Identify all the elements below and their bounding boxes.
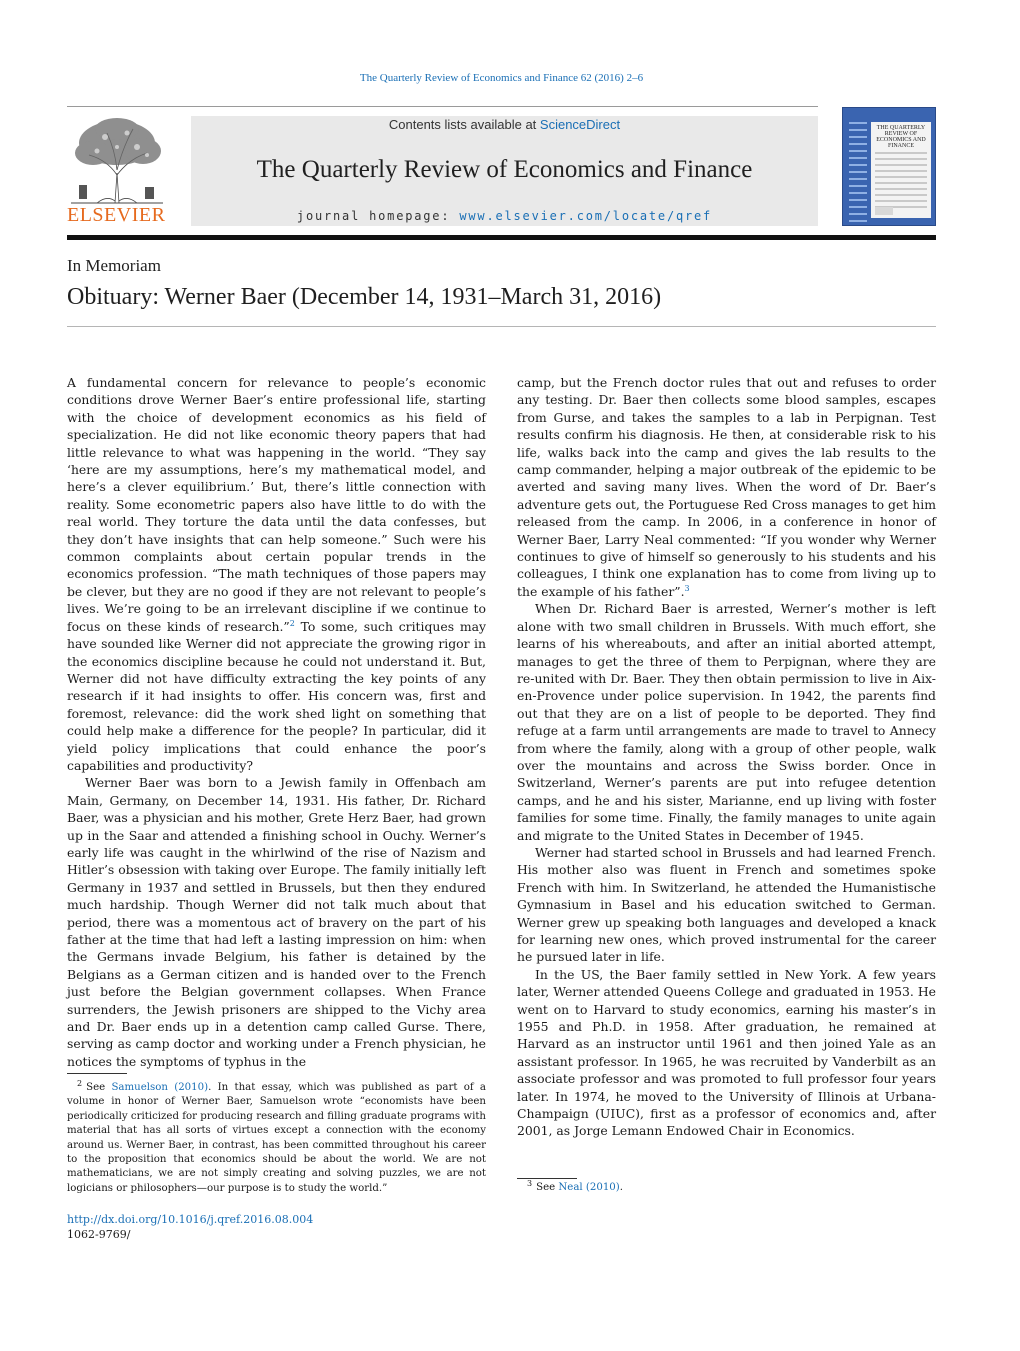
footnote-number: 2 (77, 1078, 83, 1088)
paragraph-text: A fundamental concern for relevance to people’s economic conditions drove Werner Baer’s entire professional life, starting with the choice of development economics as his field of specialization. He did not like economic theory papers that had little relevance to what was happening in the world. “They say ‘here are my assumptions, here’s my mathematical model, and here’s a clever equilibrium.’ But, there’s little connection with reality. Some econometric papers also have little to do with the real world. They torture the data until the data confesses, but they don’t have insights that can help someone.” Such were his common complaints about certain popular trends in the economics profession. “The math techniques of those papers may be clever, but they are no good if they are not relevant to people’s lives. We’re going to be an irrelevant discipline if we continue to focus on these kinds of research.” (67, 375, 486, 634)
cover-title: THE QUARTERLY REVIEW OF ECONOMICS AND FINANCE (876, 125, 926, 149)
cover-text-lines (875, 152, 927, 212)
cover-publisher-logo (875, 207, 893, 215)
article-title: Obituary: Werner Baer (December 14, 1931–March 31, 2016) (67, 284, 662, 310)
footnote-end: . (619, 1182, 624, 1193)
footnote-3 (517, 1178, 936, 1195)
footnote-see: See (536, 1182, 559, 1193)
header-rule (67, 106, 818, 107)
footnote-2 (67, 1078, 486, 1196)
contents-line (191, 117, 818, 132)
body-column-right (517, 374, 936, 1140)
neal-reference-link[interactable]: Neal (2010) (558, 1182, 620, 1193)
homepage-link[interactable]: www.elsevier.com/locate/qref (459, 209, 713, 223)
homepage-prefix: journal homepage: (296, 209, 460, 223)
elsevier-tree-icon (67, 115, 167, 207)
doi-link[interactable]: http://dx.doi.org/10.1016/j.qref.2016.08.004 (67, 1213, 314, 1226)
cover-sidebar (849, 122, 867, 227)
body-paragraph: When Dr. Richard Baer is arrested, Werner’s mother is left alone with two small children in Brussels. With much effort, she learns of his whereabouts, and after an initial aborted attempt, manages to get the three of them to Perpignan, where they are re-united with Dr. Baer. They then obtain permission to live in Aix-en-Provence under police supervision. In 1942, the parents find out that they are on a list of people to be deported. They find refuge at a farm until arrangements are made to travel to Annecy from where the family, along with a group of other people, walk over the mountains and across the Swiss border. Once in Switzerland, Werner’s parents are put into refugee detention camps, and he and his sister, Marianne, end up living with foster families for some time. Finally, the family manages to unite again and migrate to the United States in December of 1945. (517, 601, 936, 843)
footnote-ref-3[interactable]: 3 (684, 583, 690, 593)
doi-block (67, 1212, 313, 1242)
masthead-rule (67, 235, 936, 240)
paragraph-text: camp, but the French doctor rules that out and refuses to order any testing. Dr. Baer then collects some blood samples, escapes from Gurse, and takes the samples to a lab in Perpignan. Test results confirm his diagnosis. He then, at considerable risk to his life, walks back into the camp and gives the lab results to the camp commander, helping a major outbreak of the epidemic to be averted and saving many lives. When the word of Dr. Baer’s adventure gets out, the Portuguese Red Cross manages to get him released from the camp. In 2006, in a conference in honor of Werner Baer, Larry Neal commented: “If you wonder why Werner continues to give of himself so generously to his students and his colleagues, I think one explanation has to come from living up to the example of his father”. (517, 375, 936, 599)
paragraph-text: To some, such critiques may have sounded like Werner did not appreciate the growing rigor in the economics discipline because he could not understand it. But, Werner did not have difficulty extracting the key points of any research if it had insights to offer. His concern was, first and foremost, relevance: did the work shed light on something that could help make a difference for the people? In particular, did it yield policy implications that could enhance the poor’s capabilities and productivity? (67, 618, 486, 773)
elsevier-logo (67, 115, 169, 227)
journal-title: The Quarterly Review of Economics and Finance (256, 156, 753, 183)
samuelson-reference-link[interactable]: Samuelson (2010) (111, 1082, 209, 1093)
elsevier-wordmark: ELSEVIER (67, 204, 166, 226)
contents-prefix: Contents lists available at (388, 117, 540, 132)
title-rule (67, 326, 936, 327)
body-paragraph: Werner Baer was born to a Jewish family in Offenbach am Main, Germany, on December 14, 1931. His father, Dr. Richard Baer, was a physician and his mother, Grete Herz Baer, had grown up in the Saar and attended a finishing school in Ouchy. Werner’s early life was caught in the whirlwind of the rise of Nazism and Hitler’s obsession with taking over Europe. The family initially left Germany in 1937 and settled in Brussels, but then they endured much hardship. Though Werner did not talk much about that period, there was a momentous act of bravery on the part of his father at the time that had left a lasting impression on him: when the Germans invade Belgium, his father is detained by the Belgians as a German citizen and is handed over to the French just before the Belgian government collapses. When France surrenders, the Jewish prisoners are shipped to the Vichy area and Dr. Baer ends up in a detention camp called Gurse. There, serving as camp doctor and working under a French physician, he notices the symptoms of typhus in the (67, 775, 486, 1069)
journal-masthead (191, 116, 818, 226)
body-paragraph: Werner had started school in Brussels and had learned French. His mother also was fluent in French and sometimes spoke French with him. In Switzerland, he attended the Humanistische Gymnasium in Basel and his education switched to German. Werner grew up speaking both languages and developed a knack for learning new ones, which proved instrumental for the career he pursued later in life. (517, 844, 936, 965)
footnote-ref-2[interactable]: 2 (289, 618, 295, 628)
article-section: In Memoriam (67, 256, 161, 275)
body-column-left (67, 374, 486, 1070)
journal-citation[interactable]: The Quarterly Review of Economics and Finance 62 (2016) 2–6 (359, 72, 644, 84)
footnote-see: See (86, 1082, 112, 1093)
body-paragraph (67, 374, 486, 774)
footnote-rule-right (517, 1178, 577, 1179)
footnote-text: . In that essay, which was published as part of a volume in honor of Werner Baer, Samuelson wrote “economists have been periodically criticized for producing research and filling graduate programs with material that has all sorts of virtues except a connection with the economy around us. Werner Baer, in contrast, has been committed throughout his career to the proposition that economics should be about the world. We are not mathematicians, we are not simply creating and solving puzzles, we are not logicians or philosophers—our purpose is to study the world.” (67, 1082, 486, 1194)
cover-panel (871, 122, 931, 218)
journal-cover-thumbnail[interactable] (842, 107, 936, 226)
sciencedirect-link[interactable]: ScienceDirect (539, 117, 621, 132)
journal-homepage (191, 209, 818, 223)
issn: 1062-9769/ (67, 1228, 131, 1241)
body-paragraph (517, 374, 936, 600)
footnote-rule-left (67, 1073, 127, 1074)
body-paragraph: In the US, the Baer family settled in New York. A few years later, Werner attended Queens College and graduated in 1953. He went on to Harvard to study economics, earning his master’s in 1955 and Ph.D. in 1958. After graduation, he remained at Harvard as an instructor until 1961 and then joined Yale as an assistant professor. In 1965, he was recruited by Vanderbilt as an associate professor and was promoted to full professor four years later. In 1974, he moved to the University of Illinois at Urbana-Champaign (UIUC), first as a professor of economics and, after 2001, as Jorge Lemann Endowed Chair in Economics. (517, 966, 936, 1139)
footnote-number: 3 (527, 1178, 533, 1188)
